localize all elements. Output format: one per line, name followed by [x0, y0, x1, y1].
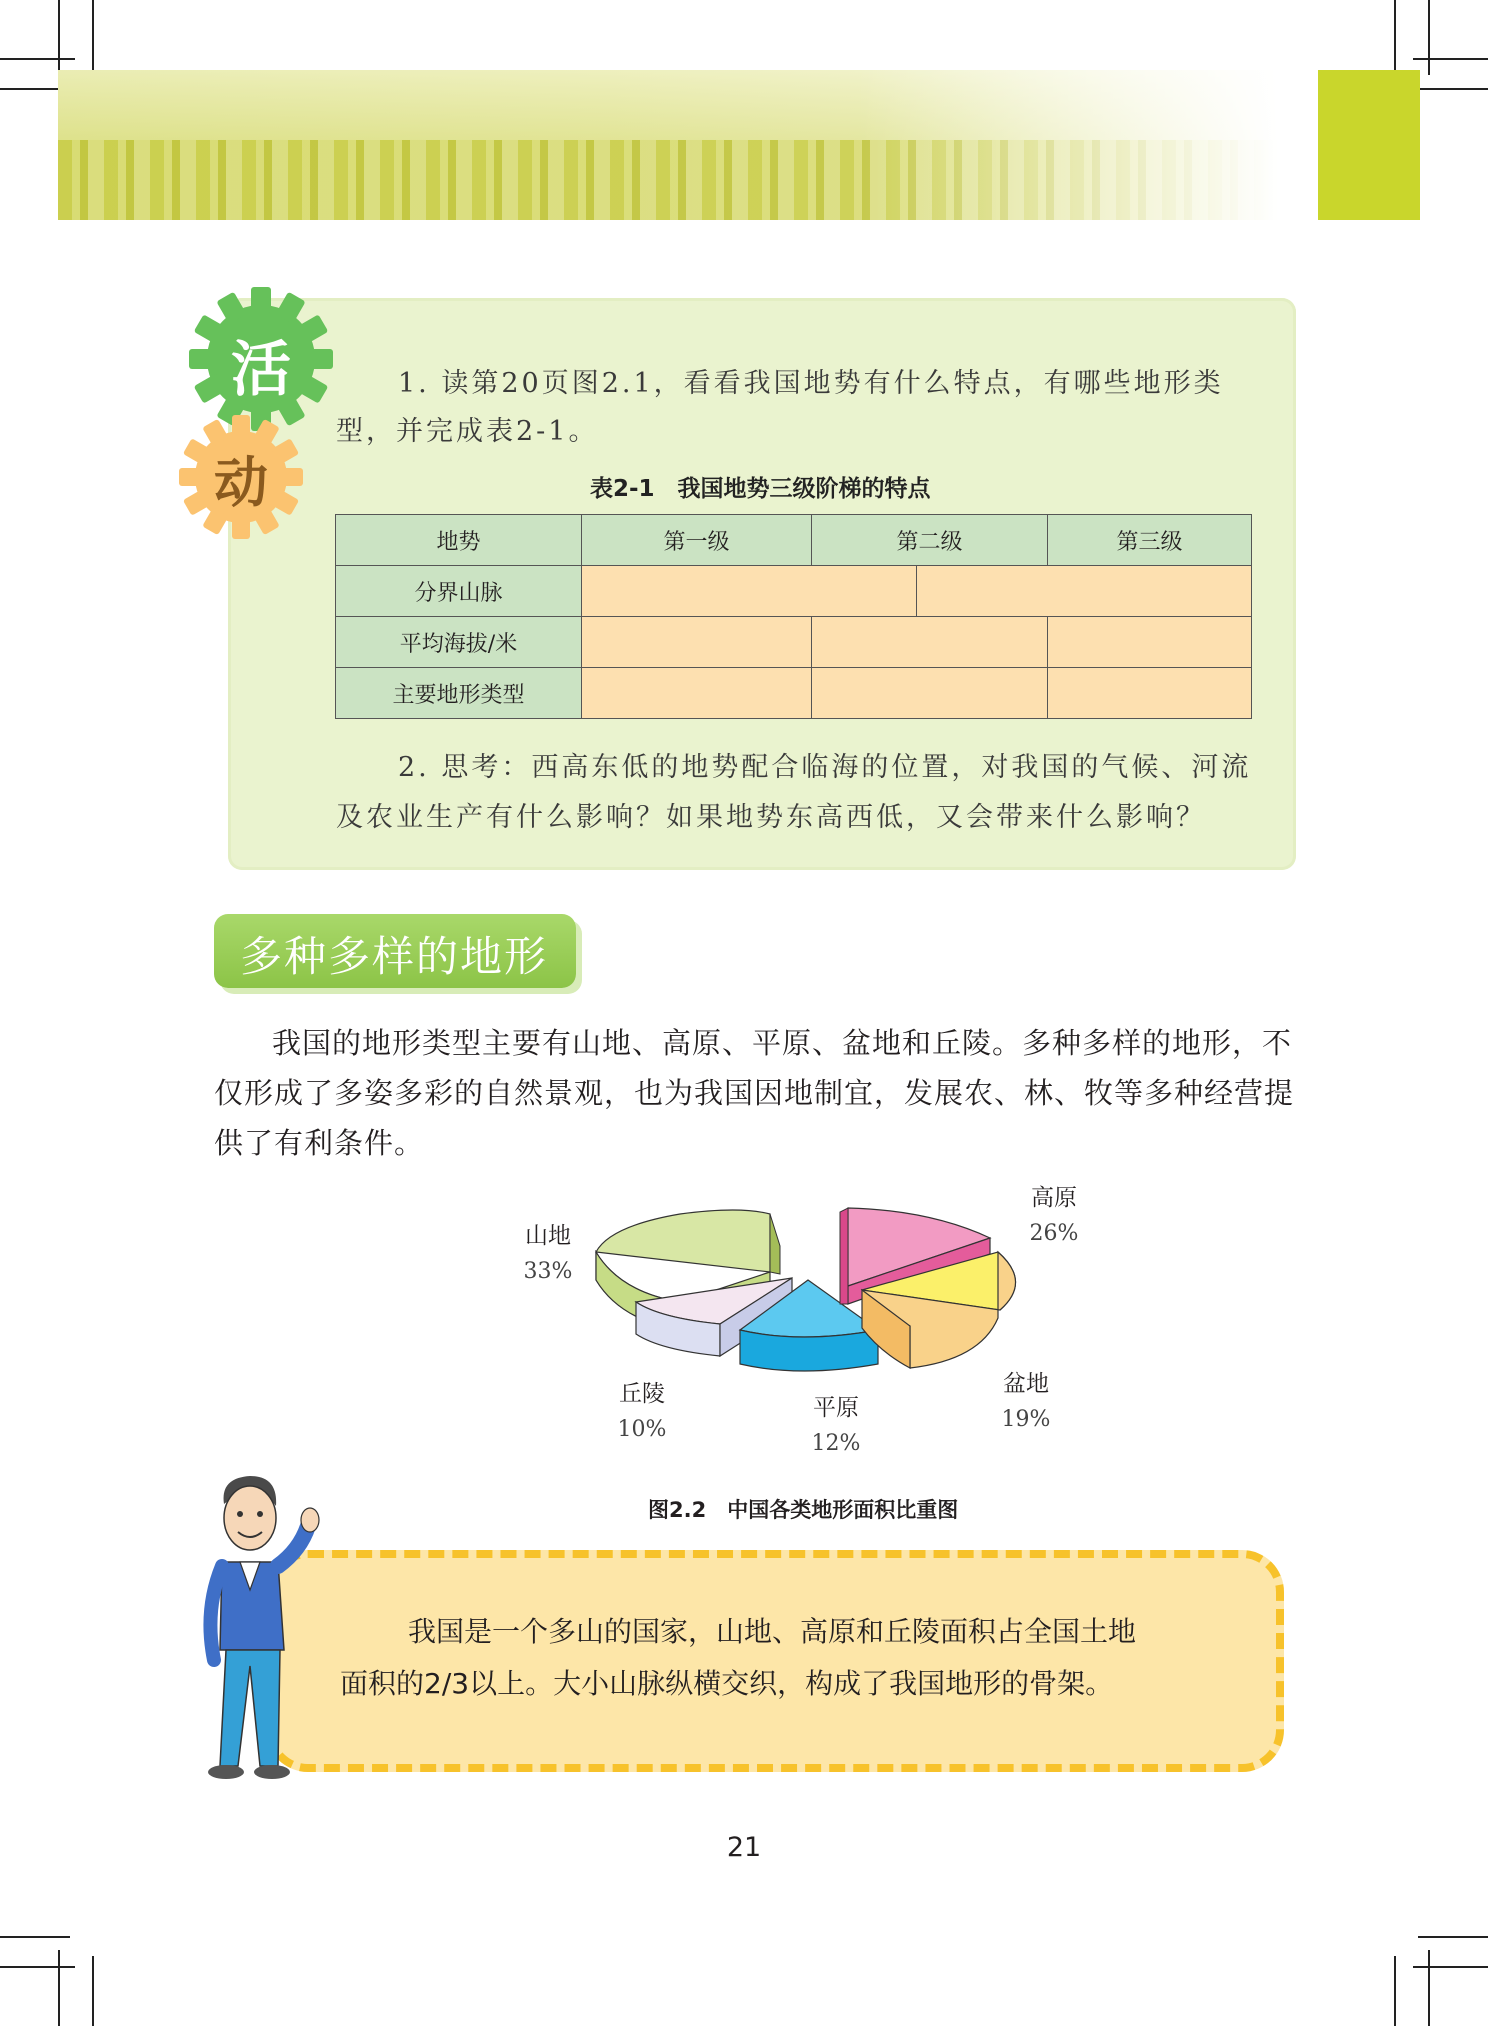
pie-label-hills: 丘陵 10%	[617, 1381, 667, 1442]
question-1-line-2: 型，并完成表2-1。	[336, 416, 599, 447]
teacher-cartoon-illustration	[180, 1470, 330, 1790]
table-row-header: 主要地形类型	[336, 668, 582, 719]
crop-mark	[0, 1936, 70, 1938]
crop-mark	[58, 1950, 60, 2026]
terrain-steps-table	[335, 514, 1252, 719]
table-row	[336, 668, 1252, 719]
table-answer-cell[interactable]	[1048, 668, 1252, 719]
pie-slice-edge-plateau	[840, 1208, 848, 1304]
pie-label-mountain: 山地 33%	[523, 1223, 573, 1284]
body-paragraph	[214, 1018, 1294, 1168]
section-heading-text: 多种多样的地形	[240, 932, 549, 981]
crop-mark	[1394, 0, 1396, 70]
crop-mark	[0, 58, 75, 60]
table-row-header: 分界山脉	[336, 566, 582, 617]
crop-mark	[92, 0, 94, 70]
tip-line-2: 面积的2/3以上。大小山脉纵横交织，构成了我国地形的骨架。	[340, 1667, 1114, 1700]
crop-mark	[58, 0, 60, 75]
table-answer-cell[interactable]	[582, 668, 812, 719]
table-answer-cell[interactable]	[812, 668, 1048, 719]
figure-caption: 图2.2 中国各类地形面积比重图	[648, 1498, 959, 1522]
crop-mark	[92, 1956, 94, 2026]
activity-badge-bottom-char: 动	[214, 451, 268, 514]
pie-label-basin: 盆地 19%	[1001, 1371, 1051, 1432]
table-row	[336, 617, 1252, 668]
table-row	[336, 566, 1252, 617]
section-heading	[214, 914, 576, 988]
pie-label-plains: 平原 12%	[811, 1395, 861, 1456]
table-header-cell: 第一级	[582, 515, 812, 566]
body-paragraph-text: 我国的地形类型主要有山地、高原、平原、盆地和丘陵。多种多样的地形，不仅形成了多姿多彩的自然景观，也为我国因地制宜，发展农、林、牧等多种经营提供了有利条件。	[214, 1026, 1295, 1160]
table-row-header: 平均海拔/米	[336, 617, 582, 668]
crop-mark	[0, 1966, 75, 1968]
table-header-cell: 第二级	[812, 515, 1048, 566]
crop-mark	[1418, 1936, 1488, 1938]
crop-mark	[1413, 1966, 1488, 1968]
question-1-line-1: 1. 读第20页图2.1，看看我国地势有什么特点，有哪些地形类	[398, 368, 1224, 399]
tip-line-1: 我国是一个多山的国家，山地、高原和丘陵面积占全国土地	[408, 1615, 1137, 1648]
crop-mark	[1428, 0, 1430, 75]
page-number: 21	[726, 1832, 762, 1863]
question-2-line-2: 及农业生产有什么影响？如果地势东高西低，又会带来什么影响？	[336, 802, 1206, 833]
crop-mark	[1394, 1956, 1396, 2026]
activity-badge-top-char: 活	[231, 335, 291, 405]
crop-mark	[1413, 58, 1488, 60]
table-header-cell: 第三级	[1048, 515, 1252, 566]
chapter-tab	[1318, 70, 1420, 220]
crop-mark	[1428, 1950, 1430, 2026]
pie-slice-mountain	[596, 1210, 770, 1272]
table-header-cell: 地势	[336, 515, 582, 566]
table-answer-cell[interactable]	[812, 617, 1048, 668]
table-answer-cell[interactable]	[582, 617, 812, 668]
table-header-row	[336, 515, 1252, 566]
pie-slice-edge-mountain	[770, 1214, 780, 1274]
table-title: 表2-1 我国地势三级阶梯的特点	[590, 476, 931, 502]
table-answer-cell[interactable]	[582, 566, 1252, 617]
question-2-line-1: 2. 思考：西高东低的地势配合临海的位置，对我国的气候、河流	[398, 752, 1252, 783]
pie-label-plateau: 高原 26%	[1029, 1185, 1079, 1246]
table-answer-cell[interactable]	[1048, 617, 1252, 668]
crop-mark	[1418, 88, 1488, 90]
header-banner-image	[58, 70, 1278, 220]
tip-text	[340, 1606, 1240, 1710]
